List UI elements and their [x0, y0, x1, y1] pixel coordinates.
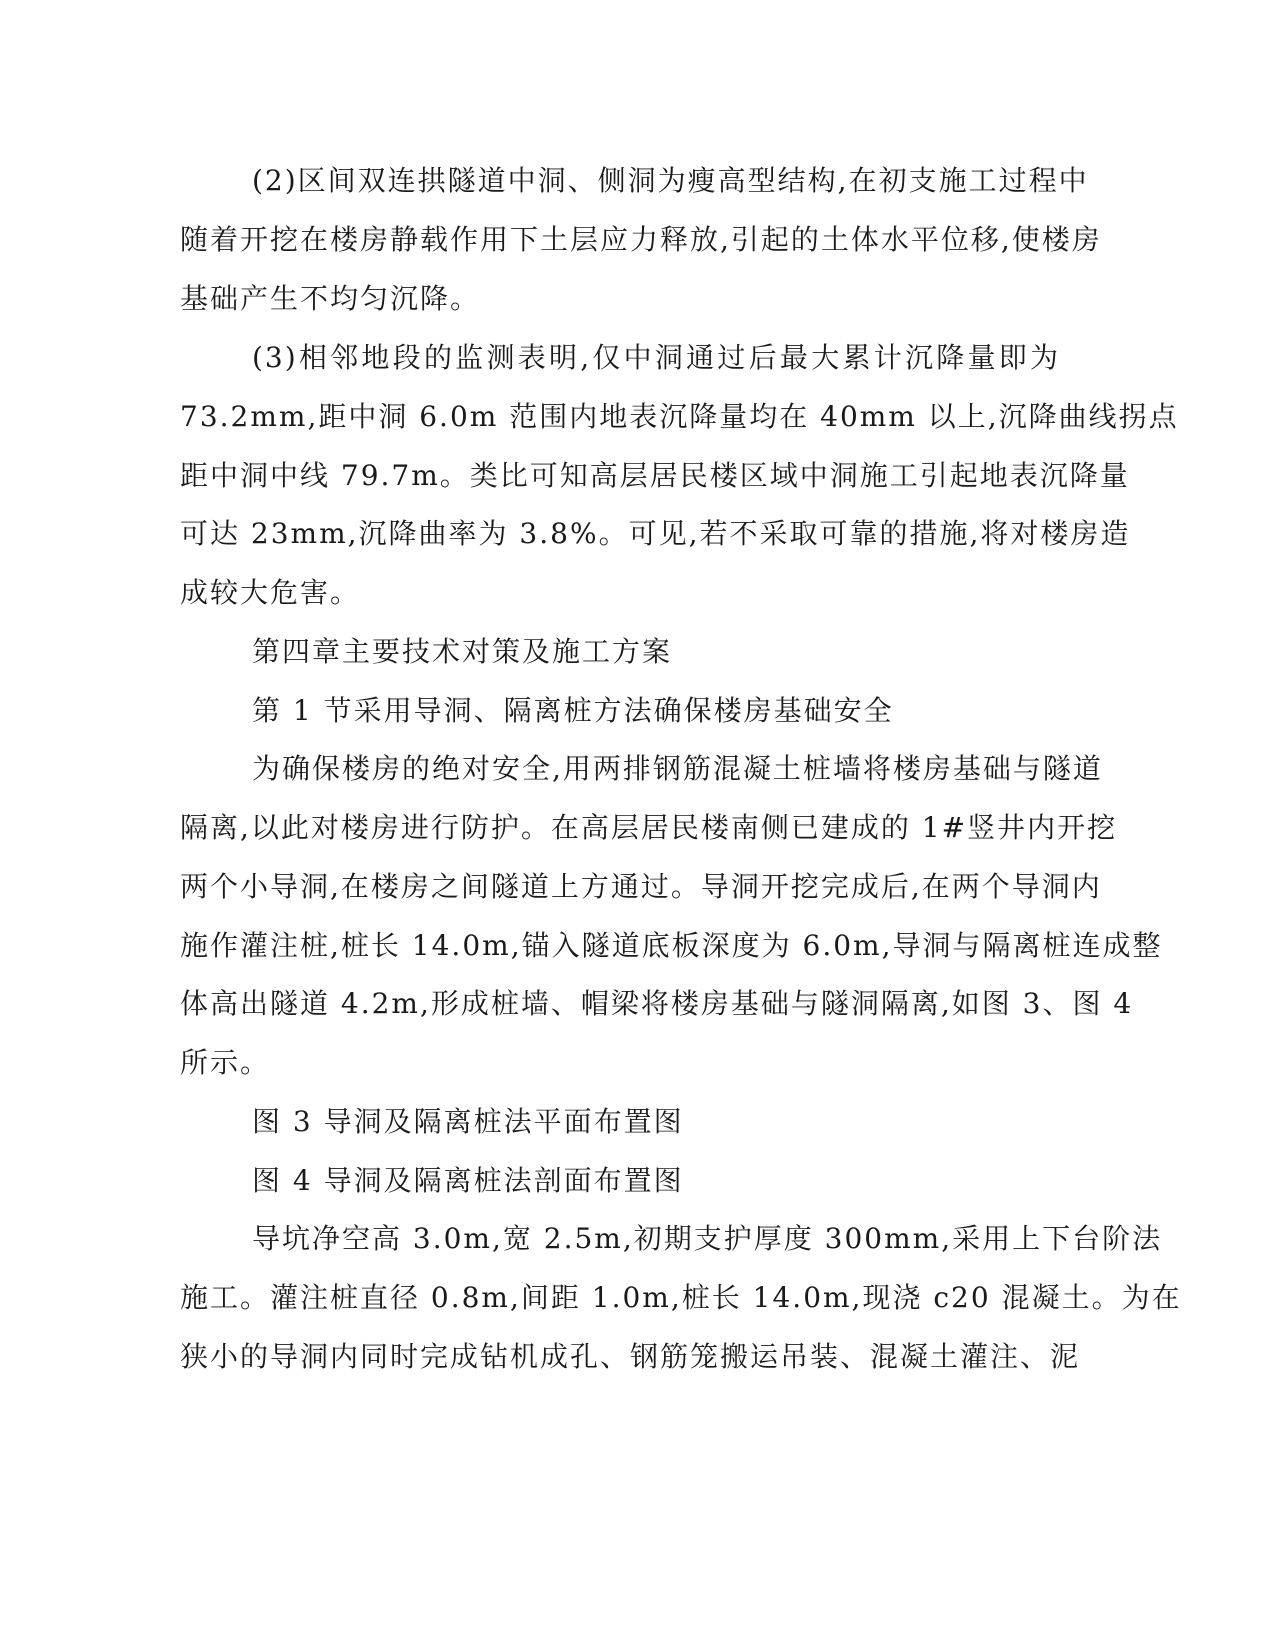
paragraph-2-line-2: 随着开挖在楼房静载作用下土层应力释放,引起的土体水平位移,使楼房	[180, 223, 1102, 256]
figure-4-caption: 图 4 导洞及隔离桩法剖面布置图	[252, 1164, 684, 1197]
paragraph-4-line-4: 施作灌注桩,桩长 14.0m,锚入隧道底板深度为 6.0m,导洞与隔离桩连成整	[180, 929, 1163, 962]
paragraph-3-line-4: 可达 23mm,沉降曲率为 3.8%。可见,若不采取可靠的措施,将对楼房造	[180, 517, 1131, 550]
paragraph-5-line-1: 导坑净空高 3.0m,宽 2.5m,初期支护厚度 300mm,采用上下台阶法	[252, 1222, 1163, 1255]
paragraph-3-line-3: 距中洞中线 79.7m。类比可知高层居民楼区域中洞施工引起地表沉降量	[180, 459, 1130, 492]
paragraph-4-line-1: 为确保楼房的绝对安全,用两排钢筋混凝土桩墙将楼房基础与隧道	[252, 752, 1103, 785]
paragraph-5-line-2: 施工。灌注桩直径 0.8m,间距 1.0m,桩长 14.0m,现浇 c20 混凝土。为在	[180, 1281, 1182, 1314]
chapter-heading: 第四章主要技术对策及施工方案	[252, 635, 673, 668]
paragraph-4-line-3: 两个小导洞,在楼房之间隧道上方通过。导洞开挖完成后,在两个导洞内	[180, 870, 1102, 903]
paragraph-3-line-5: 成较大危害。	[180, 576, 361, 609]
paragraph-4-line-6: 所示。	[180, 1046, 271, 1079]
figure-3-caption: 图 3 导洞及隔离桩法平面布置图	[252, 1105, 684, 1138]
paragraph-3-line-2: 73.2mm,距中洞 6.0m 范围内地表沉降量均在 40mm 以上,沉降曲线拐点	[180, 400, 1179, 433]
section-heading: 第 1 节采用导洞、隔离桩方法确保楼房基础安全	[252, 694, 894, 727]
paragraph-3-line-1: (3)相邻地段的监测表明,仅中洞通过后最大累计沉降量即为	[252, 341, 1060, 374]
paragraph-2-line-3: 基础产生不均匀沉降。	[180, 282, 481, 315]
paragraph-4-line-2: 隔离,以此对楼房进行防护。在高层居民楼南侧已建成的 1#竖井内开挖	[180, 811, 1118, 844]
paragraph-4-line-5: 体高出隧道 4.2m,形成桩墙、帽梁将楼房基础与隧洞隔离,如图 3、图 4	[180, 987, 1134, 1020]
paragraph-5-line-3: 狭小的导洞内同时完成钻机成孔、钢筋笼搬运吊装、混凝土灌注、泥	[180, 1340, 1081, 1373]
paragraph-2-line-1: (2)区间双连拱隧道中洞、侧洞为瘦高型结构,在初支施工过程中	[252, 164, 1089, 197]
